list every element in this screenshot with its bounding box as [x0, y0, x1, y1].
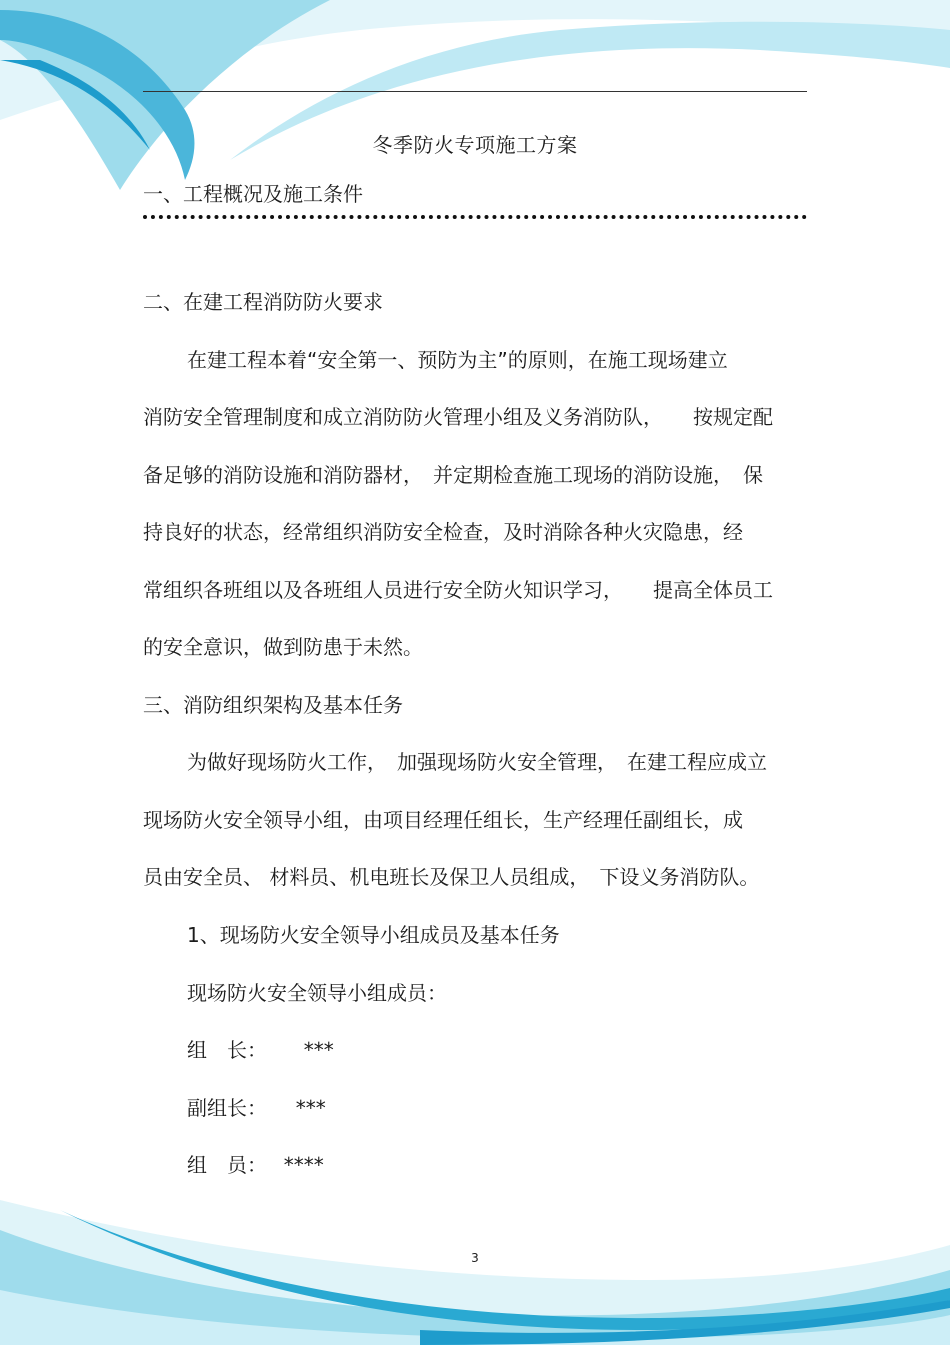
paragraph-line: 现场防火安全领导小组，由项目经理任组长，生产经理任副组长，成 — [143, 808, 743, 832]
page-number: 3 — [471, 1251, 479, 1265]
member-name: *** — [303, 1038, 334, 1062]
header-rule — [143, 91, 807, 92]
paragraph-line: 员由安全员、 材料员、机电班长及保卫人员组成， 下设义务消防队。 — [143, 865, 760, 889]
member-row-leader — [187, 1036, 334, 1064]
member-row-deputy — [187, 1094, 326, 1122]
paragraph-line: 备足够的消防设施和消防器材， 并定期检查施工现场的消防设施， 保 — [143, 463, 763, 487]
section-2-heading: 二、在建工程消防防火要求 — [143, 290, 383, 314]
paragraph-line: 为做好现场防火工作， 加强现场防火安全管理， 在建工程应成立 — [187, 750, 767, 774]
document-title: 冬季防火专项施工方案 — [372, 133, 578, 157]
paragraph-line: 持良好的状态，经常组织消防安全检查，及时消除各种火灾隐患，经 — [143, 520, 743, 544]
paragraph-line: 消防安全管理制度和成立消防防火管理小组及义务消防队， 按规定配 — [143, 405, 773, 429]
paragraph-line: 的安全意识，做到防患于未然。 — [143, 635, 423, 659]
paragraph-line: 常组织各班组以及各班组人员进行安全防火知识学习， 提高全体员工 — [143, 578, 773, 602]
member-role: 副组长： — [187, 1096, 267, 1120]
section-3-heading: 三、消防组织架构及基本任务 — [143, 693, 403, 717]
paragraph-line: 在建工程本着“安全第一、预防为主”的原则，在施工现场建立 — [187, 348, 728, 372]
member-row-members — [187, 1151, 324, 1179]
member-role: 组 长： — [187, 1038, 267, 1062]
dotted-leader — [143, 215, 807, 219]
section-1-heading: 一、工程概况及施工条件 — [143, 182, 363, 206]
member-role: 组 员： — [187, 1153, 267, 1177]
member-name: *** — [295, 1096, 326, 1120]
member-name: **** — [283, 1153, 324, 1177]
members-label: 现场防火安全领导小组成员： — [187, 981, 447, 1005]
subsection-heading: 1、现场防火安全领导小组成员及基本任务 — [187, 923, 560, 947]
